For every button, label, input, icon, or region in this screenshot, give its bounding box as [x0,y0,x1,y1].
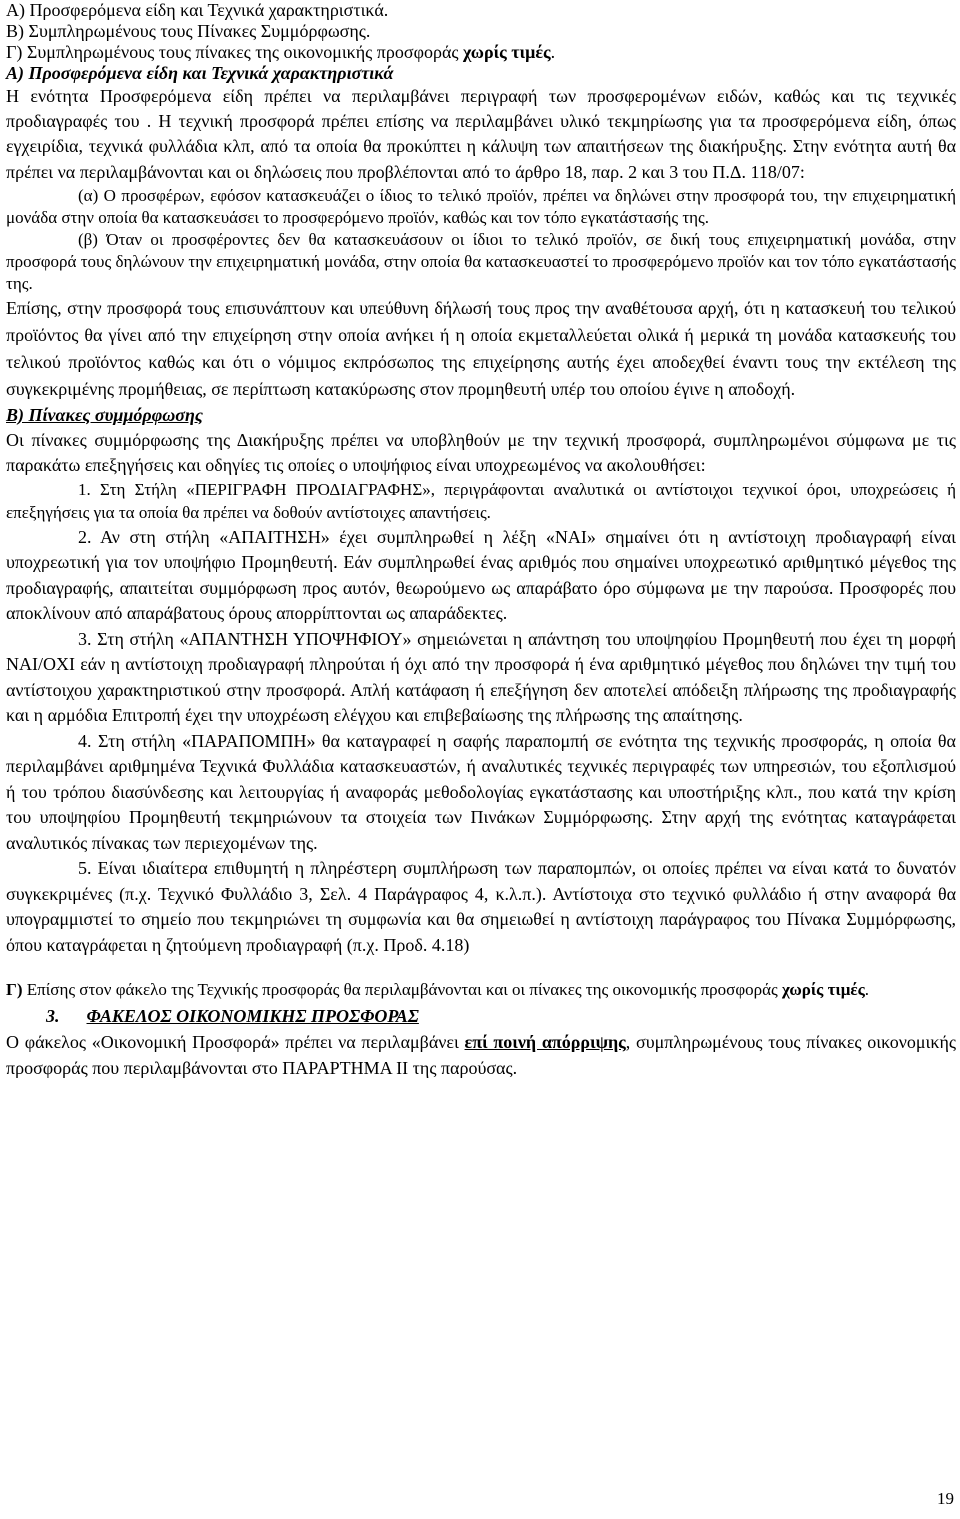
section-b-heading: Β) Πίνακες συμμόρφωσης [6,404,203,425]
summary-line-a: Α) Προσφερόμενα είδη και Τεχνικά χαρακτηριστικά. [6,0,389,20]
section-c-label: Γ) [6,980,23,1000]
section-a-heading: Α) Προσφερόμενα είδη και Τεχνικά χαρακτηριστικά [6,63,394,83]
section-b-item-5: 5. Είναι ιδιαίτερα επιθυμητή η πληρέστερη συμπλήρωση των παραπομπών, οι οποίες πρέπει να είναι κατά το δυνατόν συγκεκριμένες (π.χ. Τεχνικό Φυλλάδιο 3, Σελ. 4 Παράγραφος 4, κ.λ.π.). Αντίστοιχα στο τεχνικό φυλλάδιο ή στην αναφορά θα υπογραμμιστεί το σημείο που τεκμηριώνει τη συμφωνία και θα σημειωθεί η αντίστοιχη παράγραφος του Πίνακα Συμμόρφωσης, όπου καταγράφεται η ζητούμενη προδιαγραφή (π.χ. Προδ. 4.18) [6,858,956,955]
section-a-item-b: (β) Όταν οι προσφέροντες δεν θα κατασκευάσουν οι ίδιοι το τελικό προϊόν, σε δική τους επιχειρηματική μονάδα, στην προσφορά τους δηλώνουν την επιχειρηματική μονάδα, στην οποία θα κατασκευαστεί το προσφερόμενο προϊόν και τον τόπο εγκατάστασής της. [6,229,956,293]
summary-line-c-end: . [550,42,556,62]
section-b-item-2: 2. Αν στη στήλη «ΑΠΑΙΤΗΣΗ» έχει συμπληρωθεί η λέξη «ΝΑΙ» σημαίνει ότι η αντίστοιχη προδιαγραφή είναι υποχρεωτική για τον υποψήφιο Προμηθευτή. Εάν συμπληρωθεί ένας αριθμός που σημαίνει υποχρεωτικό αριθμητικό μέγεθος της προδιαγραφής, απαιτείται συμμόρφωση προς αυτόν, θεωρούμενο ως απαράβατο όρο σύμφωνα με την παρούσα. Προσφορές που αποκλίνουν από απαράβατους όρους απορρίπτονται ως απαράδεκτες. [6,526,956,624]
section-a-item-a: (α) Ο προσφέρων, εφόσον κατασκευάζει ο ίδιος το τελικό προϊόν, πρέπει να δηλώνει στην προσφορά του, την επιχειρηματική μονάδα στην οποία θα κατασκευάσει το προσφερόμενο προϊόν, καθώς και τον τόπο εγκατάστασής της. [6,185,956,227]
summary-line-b: Β) Συμπληρωμένους τους Πίνακες Συμμόρφωσης. [6,21,371,41]
section-3-number: 3. [46,1006,60,1027]
section-3-paragraph [6,1029,956,1081]
document-page [6,0,956,1081]
section-c-bold: χωρίς τιμές [782,980,865,1000]
section-3-title: ΦΑΚΕΛΟΣ ΟΙΚΟΝΟΜΙΚΗΣ ΠΡΟΣΦΟΡΑΣ [86,1006,419,1027]
spacer [6,958,956,978]
summary-line-c [6,42,956,63]
summary-line-c-bold: χωρίς τιμές [463,42,551,62]
section-b-item-1: 1. Στη Στήλη «ΠΕΡΙΓΡΑΦΗ ΠΡΟΔΙΑΓΡΑΦΗΣ», περιγράφονται αναλυτικά οι αντίστοιχοι τεχνικοί όροι, υποχρεώσεις ή επεξηγήσεις για τα οποία θα πρέπει να δοθούν αντίστοιχες απαντήσεις. [6,479,956,523]
section-c-end: . [864,980,870,1000]
page-number: 19 [937,1489,954,1508]
section-3-heading [6,1004,956,1029]
section-b-intro: Οι πίνακες συμμόρφωσης της Διακήρυξης πρέπει να υποβληθούν με την τεχνική προσφορά, συμπληρωμένοι σύμφωνα με τις παρακάτω επεξηγήσεις και οδηγίες τις οποίες ο υποψήφιος είναι υποχρεωμένος να ακολουθήσει: [6,429,956,475]
section-a-intro: Η ενότητα Προσφερόμενα είδη πρέπει να περιλαμβάνει περιγραφή των προσφερομένων ειδών, καθώς και τις τεχνικές προδιαγραφές του . Η τεχνική προσφορά πρέπει επίσης να περιλαμβάνει υλικό τεκμηρίωσης για τα προσφερόμενα είδη, όπως εγχειρίδια, τεχνικά φυλλάδια κλπ, από τα οποία θα προκύπτει η κάλυψη των απαιτήσεων της διακήρυξης. Στην ενότητα αυτή θα πρέπει να περιλαμβάνονται και οι δηλώσεις που προβλέπονται από το άρθρο 18, παρ. 2 και 3 του Π.Δ. 118/07: [6,86,956,182]
section-b-item-4: 4. Στη στήλη «ΠΑΡΑΠΟΜΠΗ» θα καταγραφεί η σαφής παραπομπή σε ενότητα της τεχνικής προσφοράς, η οποία θα περιλαμβάνει αριθμημένα Τεχνικά Φυλλάδια κατασκευαστών, ή αναλυτικές τεχνικές περιγραφές των υπηρεσιών, του εξοπλισμού ή του τρόπου διασύνδεσης και λειτουργίας ή αναφοράς μεθοδολογίας εγκατάστασης και υποστήριξης κλπ., που κατά την κρίση του υποψηφίου Προμηθευτή τεκμηριώνουν τα στοιχεία των Πινάκων Συμμόρφωσης. Στην αρχή της ενότητας καταγράφεται αναλυτικός πίνακας των περιεχομένων της. [6,730,956,853]
section-3-text-start: Ο φάκελος «Οικονομική Προσφορά» πρέπει να περιλαμβάνει [6,1032,465,1053]
section-a-also: Επίσης, στην προσφορά τους επισυνάπτουν και υπεύθυνη δήλωσή τους προς την αναθέτουσα αρχή, ότι η κατασκευή του τελικού προϊόντος θα γίνει από την επιχείρηση στην οποία ανήκει ή η οποία εκμεταλλεύεται ολικά ή μερικά τη μονάδα κατασκευής του τελικού προϊόντος καθώς και ότι ο νόμιμος εκπρόσωπος της επιχείρησης αυτής έχει αποδεχθεί έναντι τους την εκτέλεση της συγκεκριμένης προμήθειας, σε περίπτωση κατακύρωσης στον προμηθευτή υπέρ του οποίου έγινε η αποδοχή. [6,297,956,399]
section-3-text-end: , συμπληρωμένους τους πίνακες οικονομικής προσφοράς που περιλαμβάνονται στο ΠΑΡΑΡΤΗΜΑ ΙΙ της παρούσας. [6,1032,956,1079]
section-3-emphasis: επί ποινή απόρριψης [464,1032,626,1053]
summary-line-c-text: Γ) Συμπληρωμένους τους πίνακες της οικονομικής προσφοράς [6,42,463,62]
section-c-text: Επίσης στον φάκελο της Τεχνικής προσφοράς θα περιλαμβάνονται και οι πίνακες της οικονομικής προσφοράς [22,980,783,1000]
section-c-paragraph [6,978,956,1002]
section-b-item-3: 3. Στη στήλη «ΑΠΑΝΤΗΣΗ ΥΠΟΨΗΦΙΟΥ» σημειώνεται η απάντηση του υποψηφίου Προμηθευτή που έχει τη μορφή ΝΑΙ/ΟΧΙ εάν η αντίστοιχη προδιαγραφή πληρούται ή όχι από την προσφορά ή ένα αριθμητικό μέγεθος που δηλώνει την τιμή του αντίστοιχου χαρακτηριστικού στην προσφορά. Απλή κατάφαση ή επεξήγηση δεν αποτελεί απόδειξη πλήρωσης της προδιαγραφής και η αρμόδια Επιτροπή έχει την υποχρέωση ελέγχου και επιβεβαίωσης της πλήρωσης της απαίτησης. [6,628,956,726]
